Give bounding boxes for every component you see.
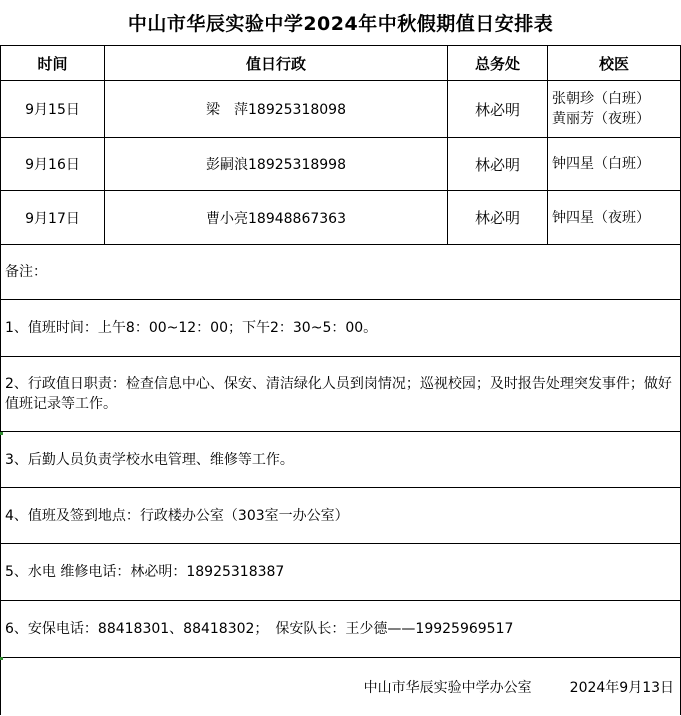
row-date: 9月17日 [1, 191, 105, 245]
row-general-affairs: 林必明 [448, 191, 548, 245]
doctor-night-shift: 黄丽芳（夜班） [552, 111, 650, 127]
row-admin: 梁 萍18925318098 [105, 81, 448, 138]
row-date: 9月15日 [1, 81, 105, 138]
note-logistics: 3、后勤人员负责学校水电管理、维修等工作。 [1, 432, 681, 488]
header-time: 时间 [1, 46, 105, 81]
note-row [1, 601, 681, 658]
row-general-affairs: 林必明 [448, 138, 548, 191]
note-row [1, 432, 681, 488]
row-doctor [548, 81, 681, 138]
footer-date: 2024年9月13日 [569, 679, 675, 696]
note-sign-in-location: 4、值班及签到地点：行政楼办公室（303室一办公室） [1, 488, 681, 544]
notes-heading-row [1, 245, 681, 300]
notes-heading: 备注： [1, 245, 681, 300]
note-repair-phone: 5、水电 维修电话：林必明：18925318387 [1, 544, 681, 601]
row-date: 9月16日 [1, 138, 105, 191]
note-row [1, 544, 681, 601]
note-security-phone: 6、安保电话：88418301、88418302； 保安队长：王少德——19925969517 [1, 601, 681, 658]
header-general-affairs: 总务处 [448, 46, 548, 81]
row-admin: 曹小亮18948867363 [105, 191, 448, 245]
doctor-day-shift: 张朝珍（白班） [552, 91, 650, 107]
note-row [1, 357, 681, 432]
header-row [1, 46, 681, 81]
row-general-affairs: 林必明 [448, 81, 548, 138]
note-row [1, 300, 681, 357]
row-doctor: 钟四星（夜班） [548, 191, 681, 245]
footer-row [1, 658, 681, 716]
footer-signature [1, 658, 681, 716]
table-row [1, 81, 681, 138]
page-title: 中山市华辰实验中学2024年中秋假期值日安排表 [1, 0, 681, 46]
cell-comment-marker [0, 432, 3, 435]
header-admin: 值日行政 [105, 46, 448, 81]
table-row [1, 138, 681, 191]
row-doctor: 钟四星（白班） [548, 138, 681, 191]
table-row [1, 191, 681, 245]
note-row [1, 488, 681, 544]
footer-office: 中山市华辰实验中学办公室 [363, 679, 532, 696]
note-duty-hours: 1、值班时间：上午8：00~12：00；下午2：30~5：00。 [1, 300, 681, 357]
cell-comment-marker [0, 657, 3, 660]
note-admin-duties: 2、行政值日职责：检查信息中心、保安、清洁绿化人员到岗情况；巡视校园；及时报告处理突发事件；做好值班记录等工作。 [1, 357, 681, 432]
row-admin: 彭嗣浪18925318998 [105, 138, 448, 191]
header-school-doctor: 校医 [548, 46, 681, 81]
